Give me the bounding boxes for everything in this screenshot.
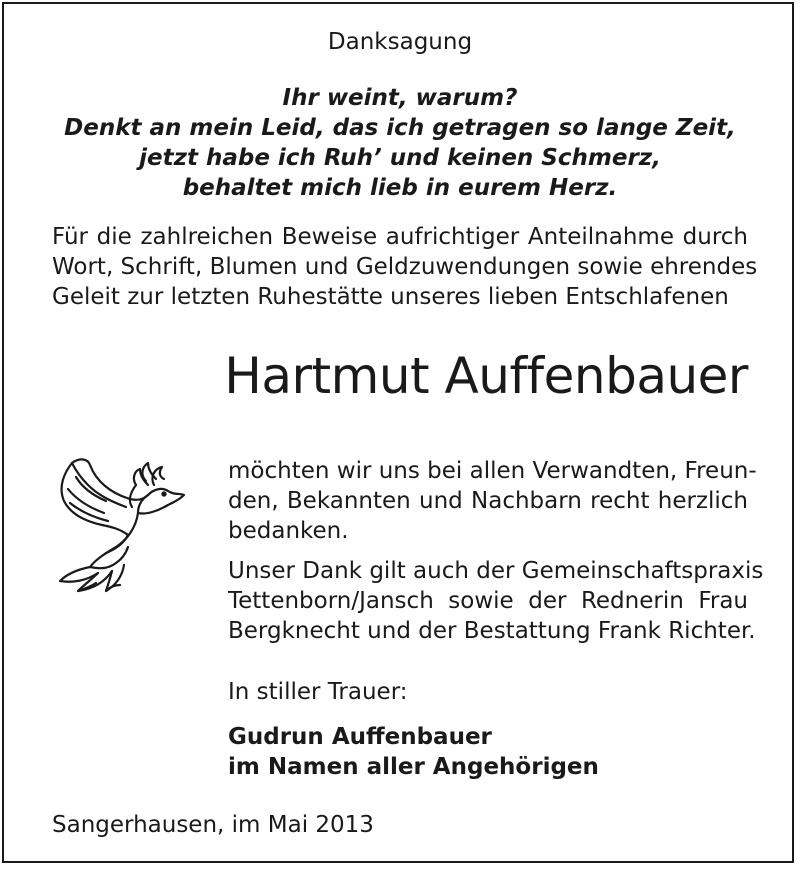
poem-line: behaltet mich lieb in eurem Herz. xyxy=(182,175,618,201)
thanks-extra-line: Unser Dank gilt auch der Gemeinschaftspraxis xyxy=(228,558,764,584)
poem-line: jetzt habe ich Ruh’ und keinen Schmerz, xyxy=(139,145,661,171)
thanks-extra-line: Bergknecht und der Bestattung Frank Richter. xyxy=(228,618,756,644)
mourning-label: In stiller Trauer: xyxy=(228,679,408,705)
poem-line: Ihr weint, warum? xyxy=(282,85,518,111)
thanks-line: möchten wir uns bei allen Verwandten, Freun- xyxy=(228,458,757,484)
thanks-extra-paragraph xyxy=(228,556,764,646)
signer-line: im Namen aller Angehörigen xyxy=(228,754,599,780)
dove-icon xyxy=(50,455,210,595)
thanks-extra-line: Tettenborn/Jansch sowie der Rednerin Frau xyxy=(228,588,748,614)
intro-line: Geleit zur letzten Ruhestätte unseres lieben Entschlafenen xyxy=(52,284,729,310)
signer-block xyxy=(228,722,599,782)
notice-heading: Danksagung xyxy=(327,29,473,55)
signer-line: Gudrun Auffenbauer xyxy=(228,724,492,750)
poem xyxy=(0,83,800,203)
intro-line: Für die zahlreichen Beweise aufrichtiger Anteilnahme durch xyxy=(52,224,748,250)
thanks-paragraph xyxy=(228,456,757,546)
deceased-name: Hartmut Auffenbauer xyxy=(224,347,748,405)
place-date: Sangerhausen, im Mai 2013 xyxy=(52,812,374,838)
thanks-line: den, Bekannten und Nachbarn recht herzlich xyxy=(228,488,748,514)
intro-paragraph xyxy=(52,222,758,312)
poem-line: Denkt an mein Leid, das ich getragen so lange Zeit, xyxy=(64,115,736,141)
intro-line: Wort, Schrift, Blumen und Geldzuwendungen sowie ehrendes xyxy=(52,254,758,280)
thanks-line: bedanken. xyxy=(228,518,349,544)
